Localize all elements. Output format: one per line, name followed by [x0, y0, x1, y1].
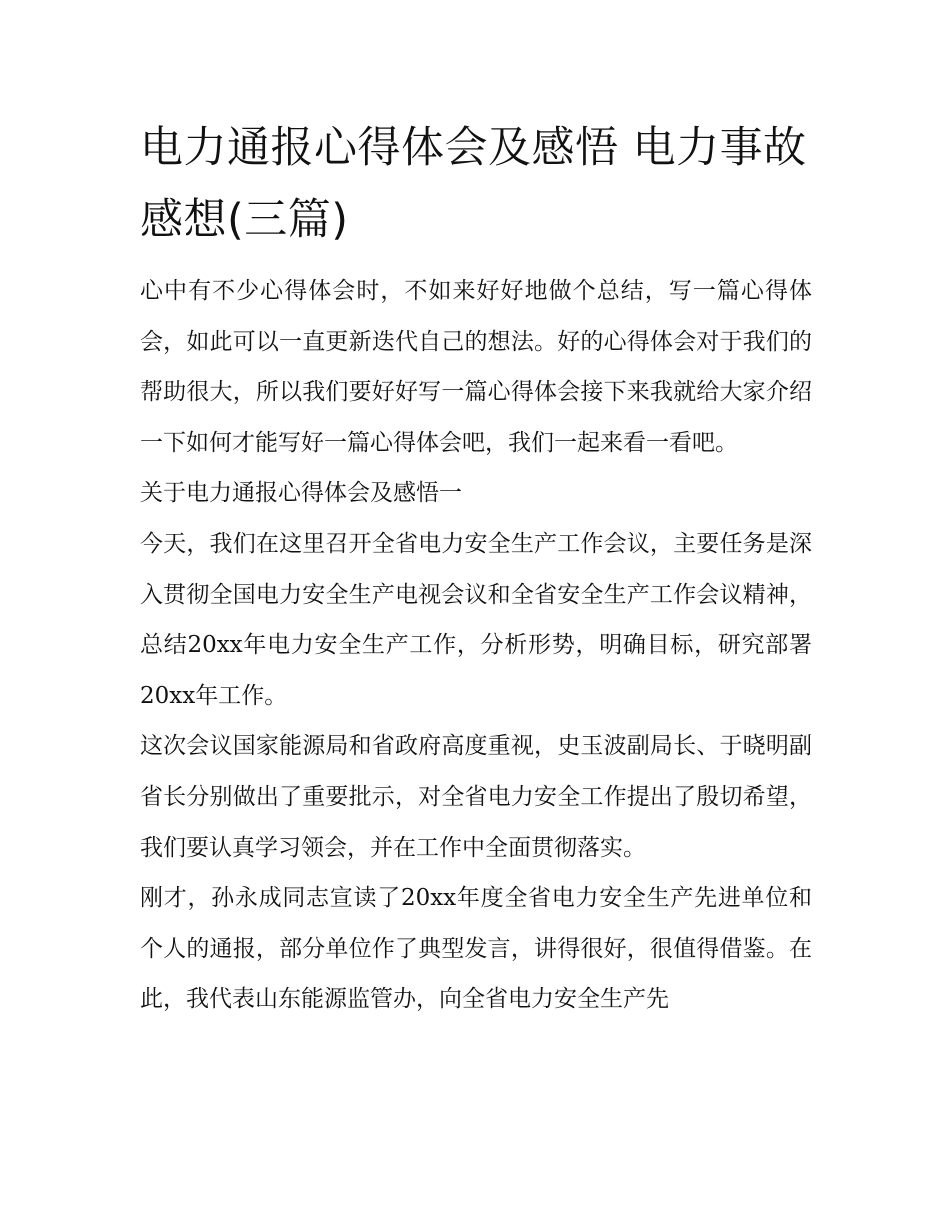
paragraph: 刚才，孙永成同志宣读了20xx年度全省电力安全生产先进单位和个人的通报，部分单位作了典型发言，讲得很好，很值得借鉴。在此，我代表山东能源监管办，向全省电力安全生产先 — [140, 885, 812, 1013]
document-title: 电力通报心得体会及感悟 电力事故感想(三篇) — [140, 123, 807, 245]
paragraph: 今天，我们在这里召开全省电力安全生产工作会议，主要任务是深入贯彻全国电力安全生产电视会议和全省安全生产工作会议精神，总结20xx年电力安全生产工作，分析形势，明确目标，研究部署20xx年工作。 — [140, 530, 812, 709]
paragraph: 这次会议国家能源局和省政府高度重视，史玉波副局长、于晓明副省长分别做出了重要批示，对全省电力安全工作提出了殷切希望，我们要认真学习领会，并在工作中全面贯彻落实。 — [140, 733, 812, 861]
document-page — [140, 112, 812, 1025]
document-body — [140, 266, 812, 1025]
paragraph-intro: 心中有不少心得体会时，不如来好好地做个总结，写一篇心得体会，如此可以一直更新迭代自己的想法。好的心得体会对于我们的帮助很大，所以我们要好好写一篇心得体会接下来我就给大家介绍一下如何才能写好一篇心得体会吧，我们一起来看一看吧。 — [140, 278, 812, 456]
section-heading: 关于电力通报心得体会及感悟一 — [140, 480, 462, 507]
